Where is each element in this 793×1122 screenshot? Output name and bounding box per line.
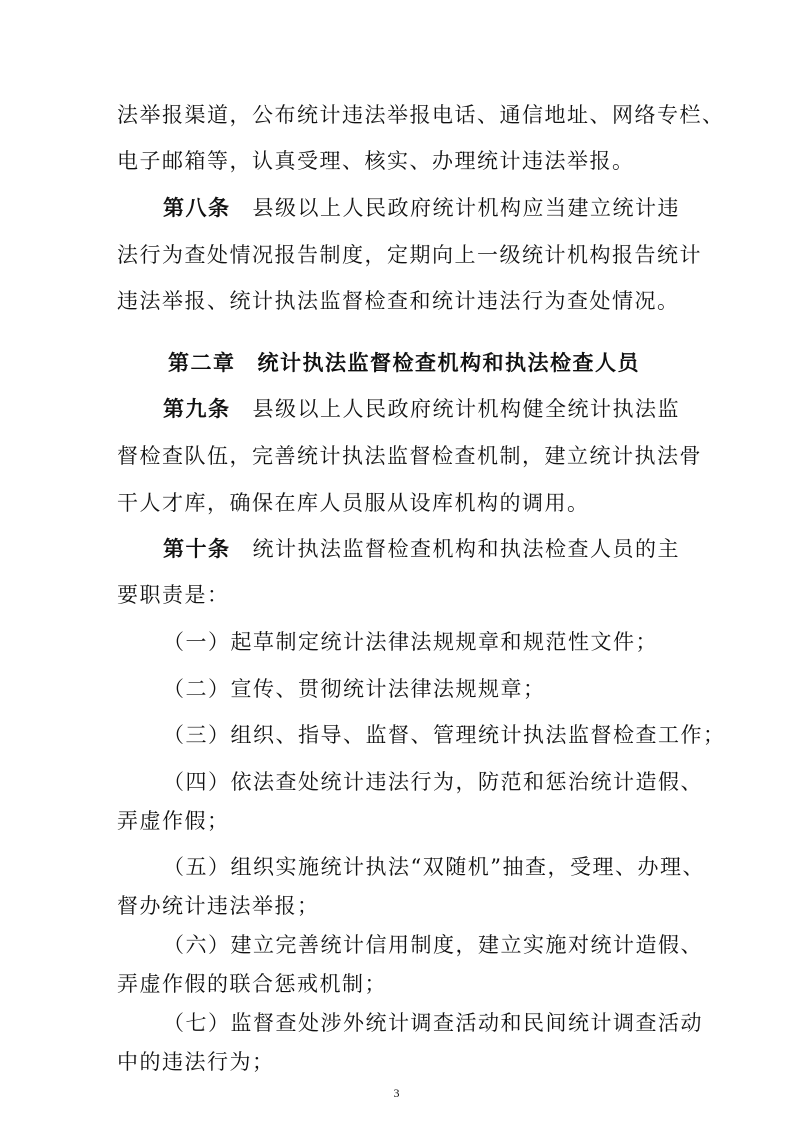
chapter-heading <box>168 348 677 378</box>
text-line <box>117 441 702 471</box>
list-item-4 <box>163 767 703 797</box>
line-text: 要职责是： <box>117 583 230 607</box>
list-item-6 <box>163 930 703 960</box>
line-text: 县级以上人民政府统计机构健全统计执法监 <box>252 397 680 421</box>
article-8-first-line <box>163 193 680 223</box>
line-text: （三）组织、指导、监督、管理统计执法监督检查工作； <box>163 723 726 747</box>
article-9-label: 第九条 <box>163 396 231 421</box>
line-text: 督办统计违法举报； <box>117 894 320 918</box>
line-text: （二）宣传、贯彻统计法律法规规章； <box>163 677 546 701</box>
line-text: 弄虚作假的联合惩戒机制； <box>117 972 387 996</box>
line-text: 统计执法监督检查机构和执法检查人员的主 <box>252 537 680 561</box>
line-text: 违法举报、统计执法监督检查和统计违法行为查处情况。 <box>117 289 680 313</box>
article-10-label: 第十条 <box>163 536 231 561</box>
text-line <box>117 806 677 836</box>
line-text: （六）建立完善统计信用制度，建立实施对统计造假、 <box>163 933 703 957</box>
text-line <box>117 240 702 270</box>
line-text: 干人才库，确保在库人员服从设库机构的调用。 <box>117 491 590 515</box>
line-text: 法举报渠道，公布统计违法举报电话、通信地址、网络专栏、 <box>117 103 725 127</box>
text-line <box>117 146 677 176</box>
list-item-1 <box>163 627 677 657</box>
line-text: （五）组织实施统计执法“双随机”抽查，受理、办理、 <box>163 855 705 879</box>
line-text: 电子邮箱等，认真受理、核实、办理统计违法举报。 <box>117 149 635 173</box>
text-line <box>117 286 680 316</box>
list-item-5 <box>163 852 705 882</box>
page-number: 3 <box>393 1086 400 1100</box>
line-text: 弄虚作假； <box>117 809 230 833</box>
text-line <box>117 488 677 518</box>
line-text: （七）监督查处涉外统计调查活动和民间统计调查活动 <box>163 1011 703 1035</box>
chapter-number: 第二章 <box>168 350 236 375</box>
list-item-2 <box>163 674 677 704</box>
text-line <box>117 100 725 130</box>
line-text: 县级以上人民政府统计机构应当建立统计违 <box>252 196 680 220</box>
list-item-7 <box>163 1008 703 1038</box>
line-text: 中的违法行为； <box>117 1050 275 1074</box>
line-text: （四）依法查处统计违法行为，防范和惩治统计造假、 <box>163 770 703 794</box>
text-line <box>117 891 677 921</box>
text-line <box>117 580 677 610</box>
article-10-first-line <box>163 534 680 564</box>
line-text: （一）起草制定统计法律法规规章和规范性文件； <box>163 630 658 654</box>
list-item-3 <box>163 720 726 750</box>
text-line <box>117 1047 677 1077</box>
line-text: 督检查队伍，完善统计执法监督检查机制，建立统计执法骨 <box>117 444 702 468</box>
article-8-label: 第八条 <box>163 195 231 220</box>
article-9-first-line <box>163 394 680 424</box>
line-text: 法行为查处情况报告制度，定期向上一级统计机构报告统计 <box>117 243 702 267</box>
text-line <box>117 969 677 999</box>
chapter-title: 统计执法监督检查机构和执法检查人员 <box>257 350 640 375</box>
